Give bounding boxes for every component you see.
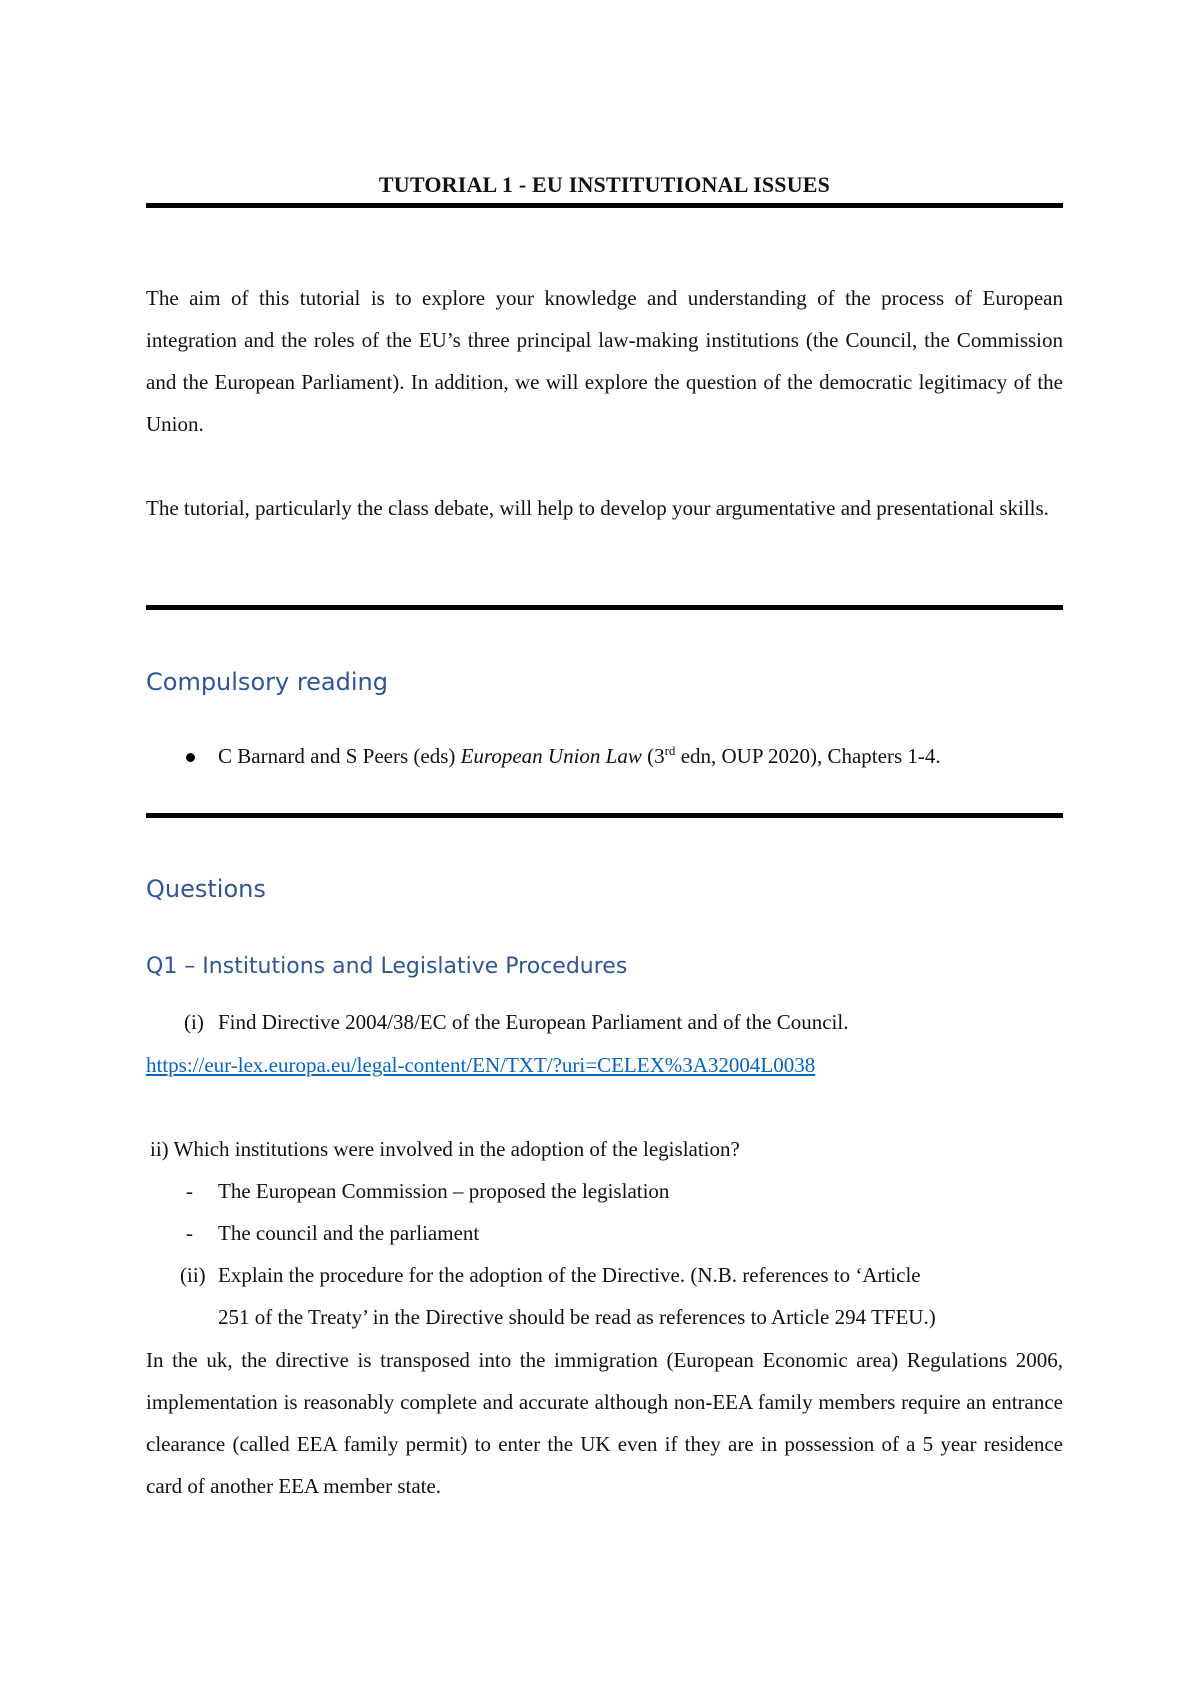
answer-2-text: The council and the parliament: [218, 1221, 480, 1245]
item-i-marker: (i): [184, 1010, 204, 1034]
compulsory-reading-heading: Compulsory reading: [146, 668, 388, 696]
reading-item: [218, 744, 941, 769]
section-rule-1: [146, 605, 1063, 610]
answer-1-marker: -: [186, 1179, 193, 1203]
item-ii-question: ii) Which institutions were involved in the adoption of the legislation?: [150, 1137, 740, 1161]
title-rule: [146, 203, 1063, 208]
directive-link[interactable]: https://eur-lex.europa.eu/legal-content/EN/TXT/?uri=CELEX%3A32004L0038: [146, 1053, 816, 1077]
item-ii-b-line-1: Explain the procedure for the adoption of the Directive. (N.B. references to ‘Article: [218, 1263, 921, 1287]
section-rule-2: [146, 813, 1063, 818]
reading-item-book-title: European Union Law: [460, 744, 642, 768]
reading-item-details: edn, OUP 2020), Chapters 1-4.: [675, 744, 941, 768]
item-ii-b-line-2: 251 of the Treaty’ in the Directive should be read as references to Article 294 TFEU.): [218, 1305, 936, 1329]
reading-item-edition-suffix: rd: [664, 743, 676, 758]
answer-2-marker: -: [186, 1221, 193, 1245]
item-i-text: Find Directive 2004/38/EC of the European Parliament and of the Council.: [218, 1010, 849, 1034]
answer-1-text: The European Commission – proposed the legislation: [218, 1179, 670, 1203]
reading-item-edition-prefix: (3: [641, 744, 665, 768]
intro-paragraph-2: The tutorial, particularly the class debate, will help to develop your argumentative and presentational skills.: [146, 496, 1049, 520]
bullet-icon: [186, 753, 195, 762]
item-ii-b-marker: (ii): [180, 1263, 206, 1287]
answer-paragraph: In the uk, the directive is transposed into the immigration (European Economic area) Regulations 2006, implementation is reasonably complete and accurate although non-EEA family members require an entrance clearance (called EEA family permit) to enter the UK even if they are in possession of a 5 year residence card of another EEA member state.: [146, 1348, 1063, 1498]
q1-heading: Q1 – Institutions and Legislative Procedures: [146, 954, 628, 979]
questions-heading: Questions: [146, 875, 266, 903]
reading-item-authors: C Barnard and S Peers (eds): [218, 744, 461, 768]
page-title: TUTORIAL 1 - EU INSTITUTIONAL ISSUES: [378, 172, 831, 197]
intro-paragraph-1: The aim of this tutorial is to explore your knowledge and understanding of the process of European integration and the roles of the EU’s three principal law-making institutions (the Council, the Commission and the European Parliament). In addition, we will explore the question of the democratic legitimacy of the Union.: [146, 286, 1063, 436]
